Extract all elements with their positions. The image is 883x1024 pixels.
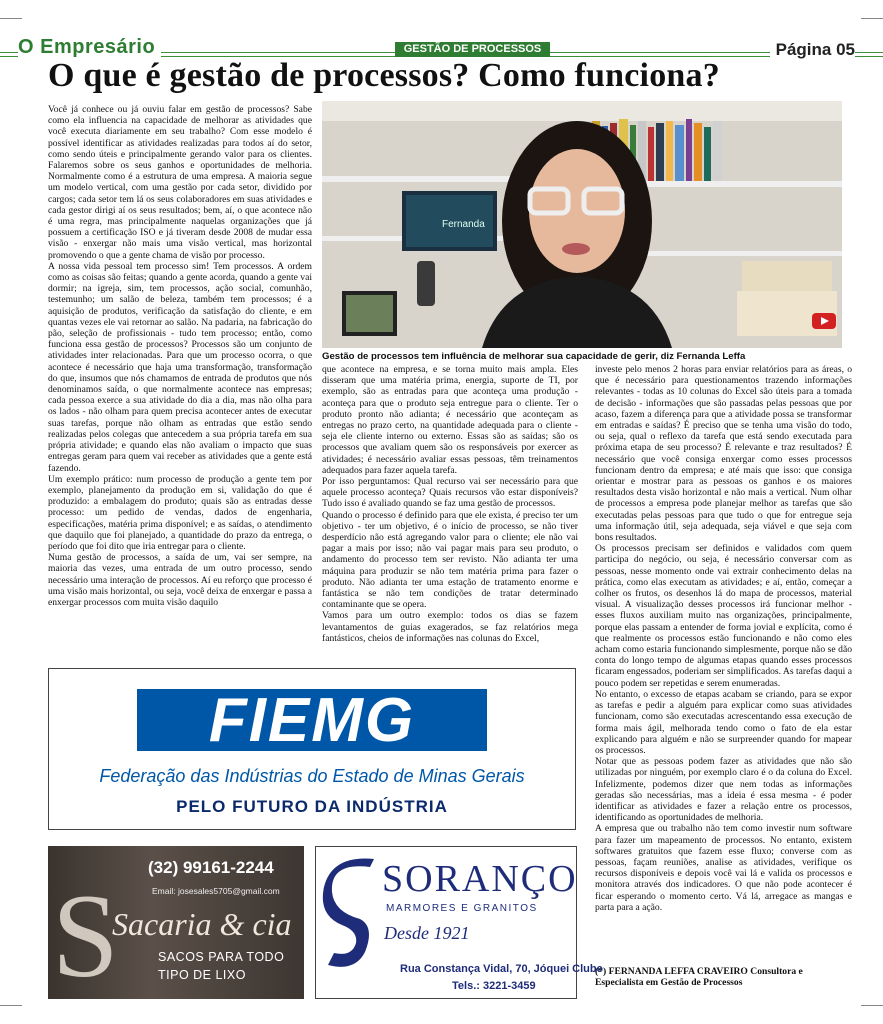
paragraph: No entanto, o excesso de etapas acabam se criando, para se expor as tarefas e pedir a alguém para explicar como suas atividades funcionam, como são executadas acrescentando essa execução de forma mais ágil, melhorada tendo como o fato de ela estar explicando para alguém e não se surpreender quando for mapear os processos. — [595, 688, 852, 756]
paragraph: investe pelo menos 2 horas para enviar relatórios para as áreas, o que é necessário para questionamentos trazendo informações relevantes - todas as 10 colunas do Excel são úteis para a tomada de decisão - informações que são passadas pelas pessoas que por acaso, fazem a diferença para que a atividade possa se transformar em entradas e saídas? É preciso que se tenha uma visão do todo, ou seja, qual o reflexo da tarefa que está sendo executada para próxima etapa de seu processo? É relevante e traz resultados? É necessário que você consiga enxergar como esses processos funcionam dentro da empresa; e até mais que isso: que consiga orientar e mostrar para as pessoas os ganhos e os maiores resultados desta visão horizontal e não mais a vertical. Num olhar de processos a empresa pode planejar melhor as tarefas que são executadas pelas pessoas para que tudo o que for entregue seja uma informação útil, seja adequada, seja viável e que seja com bons resultados. — [595, 364, 852, 544]
paragraph: Você já conhece ou já ouviu falar em gestão de processos? Sabe como ela influencia na capacidade de melhorar as atividades que você executa diariamente em seu trabalho? Com esse modelo é possível identificar as atividades realizadas para todos aí do setor, como sendo úteis e principalmente gerando valor para os clientes. Falaremos sobre os seus ganhos e oportunidades de melhoria. Normalmente como é a estrutura de uma empresa. A maioria segue um modelo vertical, com uma gestão por cada setor, dividido por cargos; cada setor tem lá os seus colaboradores em suas atividades e cada gestor dirigi aí os seus resultados; bem, aí, o que acontece não é uma regra, mas principalmente naquelas organizações que já possuem a certificação ISO e já tiveram desde 2008 de mudar essa visão - enxergar não mais uma visão vertical, mas horizontal promovendo o que a gente chama de visão por processo. — [48, 104, 312, 261]
sacaria-email: Email: josesales5705@gmail.com — [152, 886, 280, 896]
crop-mark — [861, 18, 883, 19]
photo-caption: Gestão de processos tem influência de melhorar sua capacidade de gerir, diz Fernanda Leffa — [322, 351, 746, 362]
sacaria-line2: TIPO DE LIXO — [158, 968, 246, 982]
paragraph: Um exemplo prático: num processo de produção a gente tem por exemplo, planejamento da produção em si, validação do que é produzido: a embalagem do produto; quais são as entradas desse processo: um pedido de vendas, dados de engenharia, especificações, matéria prima disponível; e as saídas, o atendimento que daquilo que foi planejado, a quantidade do prazo da entrega, o período que foi dito que iria entregar para o cliente. — [48, 473, 312, 552]
article-column-1 — [48, 104, 312, 608]
crop-mark — [861, 1005, 883, 1006]
newspaper-brand: O Empresário — [18, 36, 161, 59]
sacaria-s-letter: S — [52, 869, 119, 1002]
article-title: O que é gestão de processos? Como funciona? — [48, 57, 720, 94]
author-note: (*) FERNANDA LEFFA CRAVEIRO Consultora e Especialista em Gestão de Processos — [595, 966, 803, 988]
soranco-since: Desde 1921 — [384, 923, 470, 943]
fiemg-name: Federação das Indústrias do Estado de Minas Gerais — [99, 766, 525, 786]
paragraph: A empresa que ou trabalho não tem como investir num software para fazer um mapeamento de processos. No entanto, existem softwares gratuitos que fazem esse fluxo; converse com as pessoas, façam reuniões, analise as atividades, verifique os recursos disponíveis e depois você vai lá e valida os processos e monitora através dos indicadores. O que não pode acontecer é ficar esperando o momento certo. Vá lá, arregace as mangas e parta para a ação. — [595, 823, 852, 913]
paragraph: que acontece na empresa, e se torna muito mais ampla. Eles disseram que uma matéria prima, energia, suporte de TI, por exemplo, são as entradas para que aconteça uma produção - aconteça para que o produto seja entregue para o cliente. Ter o produto pronto não adianta; é necessário que aconteçam as entregas no prazo certo, na quantidade adequada para o cliente - seja ele cliente interno ou externo. Essas são as saídas; são os processos que avaliam quem são os responsáveis por exercer as atividades; é necessário avaliar essas pessoas, têm treinamentos adequados para fazer aquela tarefa. — [322, 364, 578, 476]
article-photo — [322, 101, 842, 348]
fiemg-logo: FIEMG — [208, 685, 416, 755]
paragraph: Quando o processo é definido para que ele exista, é preciso ter um objetivo - ter um objetivo, é o início de processo, se não tiver desperdício não está agregando valor para o cliente; ele não vai pagar a mais por isso; não vai pagar mais para seu produto, o andamento do processo tem ser revisto. Não adianta ter uma máquina para produzir se não tem matéria prima para fazer o produto. Não adianta ter uma estação de tratamento enorme e fantástica se não tem condições de tratar determinado contaminante que se opera. — [322, 509, 578, 611]
article-column-3 — [595, 364, 852, 913]
sacaria-phone: (32) 99161-2244 — [148, 858, 274, 877]
paragraph: A nossa vida pessoal tem processo sim! Tem processos. A ordem como as coisas são feitas; quando a gente acorda, quando a gente vai dormir; na igreja, sim, tem processos, ação social, comunhão, testemunho; um salão de beleza, também tem processos; é a aquisição de produtos, verificação da satisfação do cliente, e em quantas vezes ele vai retornar ao salão. Na padaria, na fabricação do pão, seleção de profissionais - tudo tem processo; então, como funciona essa gestão de processos? Processos são um conjunto de atividades inter relacionadas. Para que um processo ocorra, o que acontece é necessário que haja uma transformação, transformação do que, insumos que nós chamamos de entrada de produtos que nós denominamos saída, o que normalmente acontece nas empresas; cada pessoa exerce a sua atividade do dia a dia, mas não olha para os lados - não olham para quem precisa acontecer antes de executar suas tarefas, porque não olham as entradas que estão sendo realizadas pelos colegas que antecedem a sua própria tarefa em sua própria atividade; e quando elas não avaliam o impacto que suas entregas geram para quem vai receber as atividades que a gente está fazendo. — [48, 260, 312, 474]
soranco-s-logo-icon — [320, 857, 380, 977]
fiemg-slogan: PELO FUTURO DA INDÚSTRIA — [176, 797, 448, 816]
sacaria-advertisement[interactable] — [48, 846, 304, 1002]
section-label: GESTÃO DE PROCESSOS — [395, 42, 550, 57]
soranco-sub: MARMORES E GRANITOS — [386, 903, 538, 914]
svg-text:Fernanda: Fernanda — [442, 219, 485, 230]
crop-mark — [0, 18, 22, 19]
paragraph: Vamos para um outro exemplo: todos os dias se fazem levantamentos de guias exagerados, se faz relatórios mega fantásticos, cheios de informações nas colunas do Excel, — [322, 610, 578, 644]
paragraph: Numa gestão de processos, a saída de um, vai ser sempre, na maioria das vezes, uma entrada de um outro processo, sendo necessário uma interação de processos. Aí eu reforço que processo é uma visão mais horizontal, ou seja, você deixa de enxergar e passa a enxergar processos com muita visão daquilo — [48, 552, 312, 608]
paragraph: Por isso perguntamos: Qual recurso vai ser necessário para que aquele processo aconteça? Quais recursos vão estar disponíveis? Tudo isso é avaliado quando se faz uma gestão de processos. — [322, 476, 578, 510]
soranco-advertisement[interactable] — [315, 846, 603, 999]
sacaria-name: Sacaria & cia — [112, 906, 292, 942]
article-column-2 — [322, 364, 578, 644]
crop-mark — [0, 1005, 22, 1006]
sacaria-line1: SACOS PARA TODO — [158, 950, 285, 964]
soranco-name: SORANÇO — [382, 858, 578, 900]
fiemg-logo-bar — [137, 685, 487, 755]
paragraph: Notar que as pessoas podem fazer as atividades que não são utilizadas por ninguém, por exemplo claro é o da coluna do Excel. Infelizmente, podemos dizer que nem todas as informações geradas são necessárias, mas a ideia é essa mesma - é poder identificar as atividades e fazer a relação entre os processos, identificando as oportunidades de melhoria. — [595, 756, 852, 824]
fiemg-advertisement[interactable] — [48, 668, 576, 830]
paragraph: Os processos precisam ser definidos e validados com quem participa do negócio, ou seja, é necessário conversar com as pessoas, nesse momento onde vai extrair conhecimento delas na prática, como elas executam as atividades; e aí, então, começar a colher os frutos, os desenhos lá do mapa de processos, material visual. A visualização desses processos irá funcionar melhor - esses fluxos auxiliam muito nas organizações, principalmente, porque elas passam a entender de forma jovial e explícita, como é que realmente os processos estão funcionando e não como eles acham como estaria funcionando simplesmente, porque não se dão conta do longo tempo de algumas etapas quando esses processos ficaram engessados, poderiam ser simplificados. As tarefas daqui a pouco podem ser repetidas e serem enumeradas. — [595, 543, 852, 689]
woman-presenter-photo — [322, 101, 842, 348]
page-number: Página 05 — [770, 40, 855, 60]
soranco-phone: Tels.: 3221-3459 — [452, 980, 536, 992]
soranco-address: Rua Constança Vidal, 70, Jóquei Clube — [400, 963, 603, 975]
